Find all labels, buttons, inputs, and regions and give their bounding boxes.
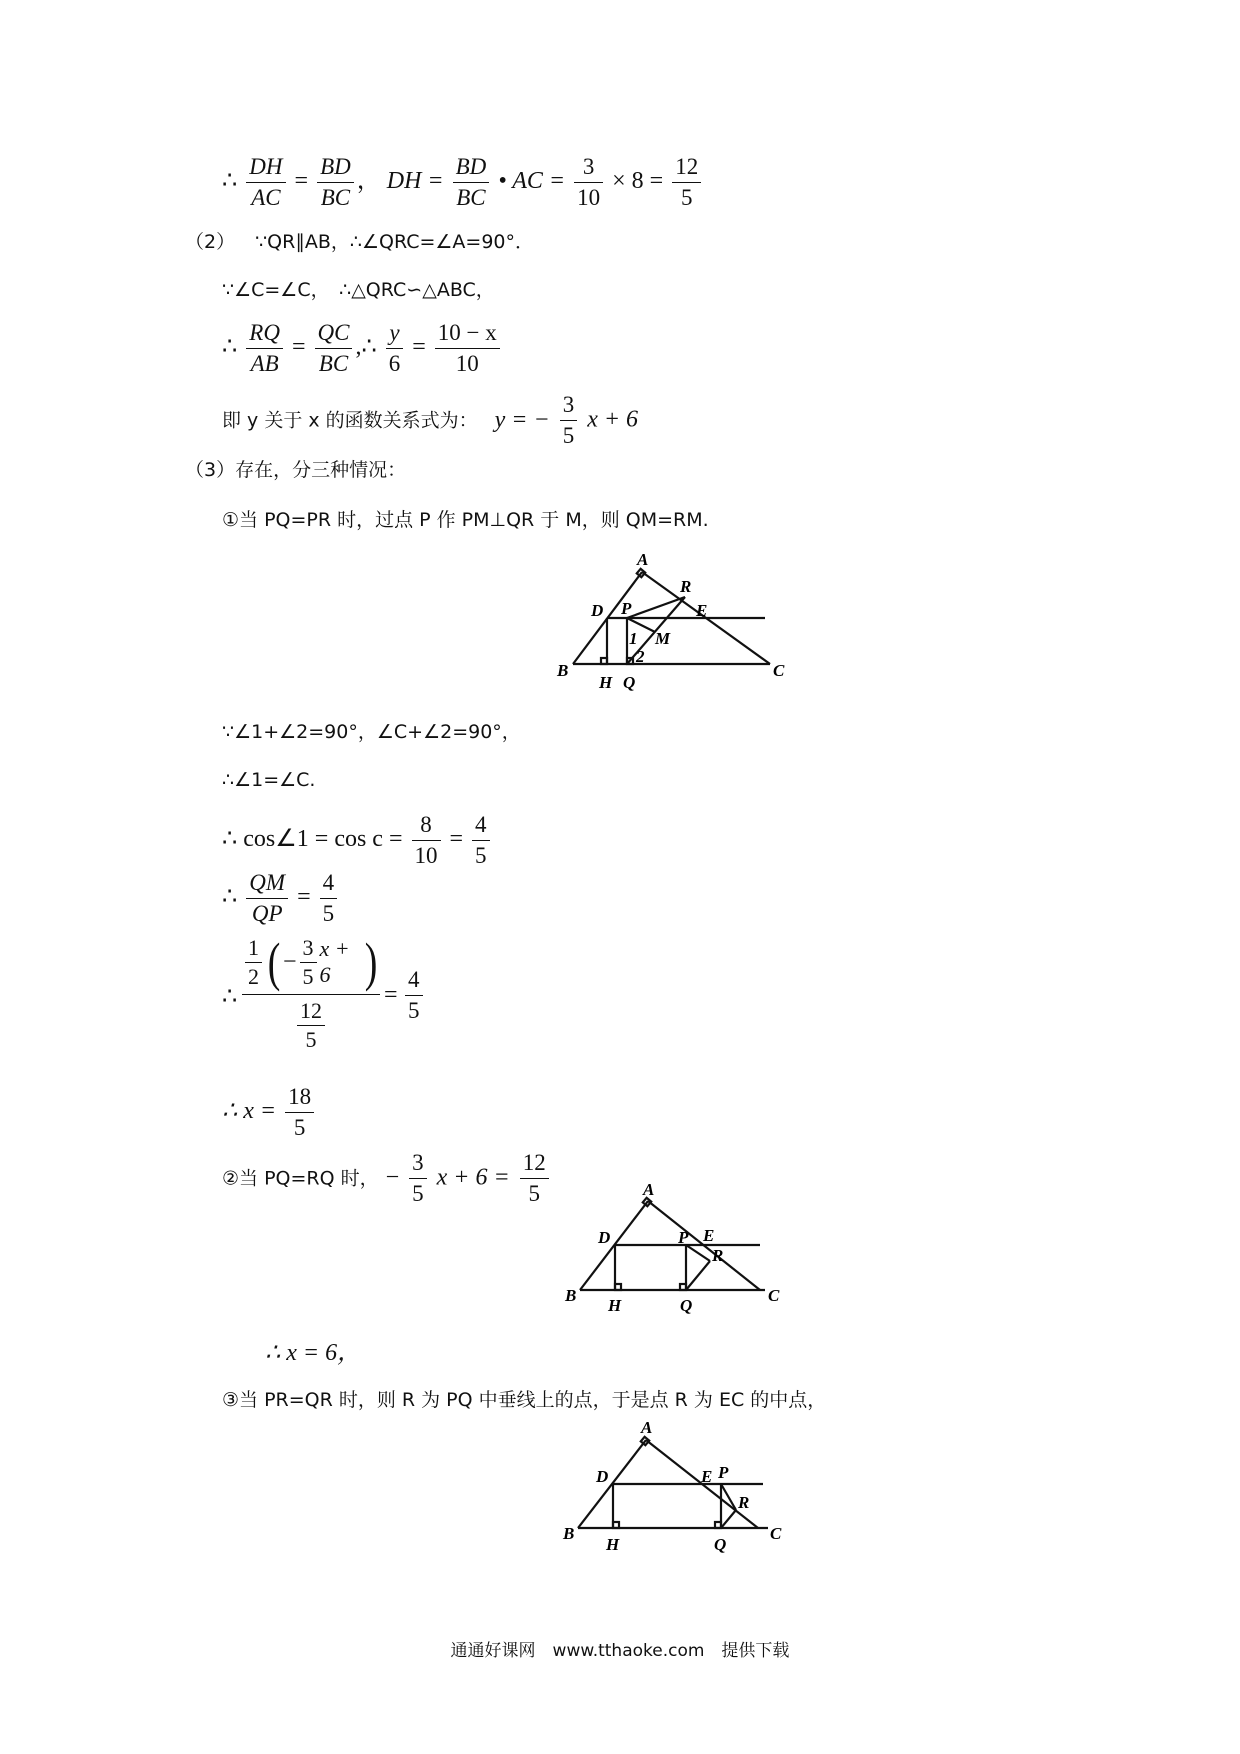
label-angle-2: 2 (636, 647, 645, 666)
x-plus-6: x + 6 (319, 936, 350, 987)
fraction-12-5 (672, 152, 701, 213)
case2-statement (222, 1148, 552, 1209)
den: 10 (455, 351, 479, 376)
fraction-4-5-c (405, 965, 423, 1026)
num: 3 (574, 152, 603, 183)
fraction-qm-qp (246, 868, 288, 929)
label-p: P (621, 599, 632, 618)
fraction-10mx-10 (435, 318, 500, 379)
num: 12 (297, 997, 325, 1026)
function-rhs: x + 6 (587, 406, 639, 433)
part3-heading: （3）存在，分三种情况： (185, 459, 407, 481)
label-a: A (637, 552, 649, 569)
num: 3 (409, 1148, 427, 1179)
den: 5 (475, 843, 487, 868)
den: BC (456, 185, 486, 210)
dh-equation: ∴ $\frac{DH}{AC}$ = $\frac{BD}{BC}$ ， DH = $\frac{BD}{BC}$ • AC = $\frac{3}{10}$ × 8 = $\frac{12}{5}$ (222, 152, 704, 213)
num: 12 (520, 1148, 549, 1179)
right-angle-h (615, 1284, 621, 1290)
therefore-symbol: ∴ (222, 984, 238, 1010)
fraction-4-5 (472, 810, 490, 871)
right-angle-h (601, 658, 607, 664)
part2-line1 (185, 228, 534, 256)
case1-x-result (222, 1082, 317, 1143)
case1-statement: ①当 PQ=PR 时，过点 P 作 PM⊥QR 于 M，则 QM=RM. (222, 509, 709, 531)
fraction-dh-ac (246, 152, 285, 213)
function-label: 即 y 关于 x 的函数关系式为： (222, 409, 478, 432)
part2-heading: （2） (185, 231, 236, 253)
num: 3 (560, 390, 578, 421)
fraction-y-6 (386, 318, 404, 379)
num: 4 (472, 810, 490, 841)
x-equals: ∴ x = (222, 1098, 277, 1125)
part2-line2: ∵∠C=∠C， ∴△QRC∽△ABC， (222, 279, 495, 301)
den: 5 (680, 185, 693, 210)
fraction-18-5 (285, 1082, 314, 1143)
den: BC (318, 351, 349, 376)
minus: − (282, 948, 297, 975)
label-d: D (591, 601, 604, 620)
fraction-4-5-b (320, 868, 338, 929)
den: 5 (562, 423, 575, 448)
fraction-12-5-den (297, 997, 325, 1054)
den: 5 (528, 1181, 540, 1206)
label-h: H (606, 1535, 620, 1553)
num: BD (317, 152, 354, 183)
right-angle-q (715, 1522, 721, 1528)
label-angle-1: 1 (629, 629, 638, 648)
den: 6 (388, 351, 401, 376)
ac-term: • AC = (498, 168, 566, 195)
num: QC (315, 318, 353, 349)
case2-result: ∴ x = 6， (265, 1340, 362, 1366)
fraction-1-2 (245, 934, 262, 991)
label-d: D (598, 1228, 611, 1247)
case2-text: ②当 PQ=RQ 时， (222, 1167, 379, 1190)
num: 8 (412, 810, 441, 841)
times-8: × 8 = (612, 168, 664, 195)
label-h: H (599, 673, 613, 692)
part2-ratio-equation: ∴ $\frac{RQ}{AB}$ = $\frac{QC}{BC}$ ,∴ $\frac{y}{6}$ = $\frac{10 - x}{10}$ (222, 318, 503, 379)
den: 5 (293, 1115, 306, 1140)
den: QP (251, 901, 283, 926)
label-e: E (696, 601, 708, 620)
den: AB (250, 351, 279, 376)
case1-qm-qp: ∴ $\frac{QM}{QP}$ = $\frac{4}{5}$ (222, 868, 340, 929)
num: 1 (245, 934, 262, 963)
label-e: E (701, 1467, 713, 1486)
label-p: P (678, 1228, 689, 1247)
den: BC (320, 185, 351, 210)
label-q: Q (623, 673, 636, 692)
fraction-3-5 (560, 390, 578, 451)
fraction-12-5-case2 (520, 1148, 549, 1209)
case1-angles: ∵∠1+∠2=90°，∠C+∠2=90°， (222, 721, 521, 743)
function-lhs: y = − (494, 406, 550, 433)
figure-case3 (558, 1418, 788, 1553)
case1-cos: ∴ cos∠1 = cos c = $\frac{8}{10}$ = $\frac{4}{5}$ (222, 810, 493, 871)
label-h: H (608, 1296, 622, 1315)
label-c: C (768, 1286, 780, 1305)
den: 5 (302, 963, 314, 989)
case1-angle-equal: ∴∠1=∠C. (222, 769, 316, 791)
num: 10 − x (435, 318, 500, 349)
label-p: P (718, 1463, 729, 1482)
label-r: R (738, 1493, 750, 1512)
den: AC (251, 185, 281, 210)
label-e: E (703, 1226, 715, 1245)
fraction-qc-bc (315, 318, 353, 379)
dh-label: DH = (386, 168, 444, 195)
label-b: B (557, 661, 569, 680)
label-b: B (565, 1286, 577, 1305)
minus: − (385, 1164, 400, 1191)
label-m: M (655, 629, 671, 648)
num: 3 (300, 934, 317, 963)
label-r: R (680, 577, 692, 596)
label-r: R (712, 1246, 724, 1265)
line-qr (686, 1261, 710, 1290)
den: 10 (577, 185, 601, 210)
label-q: Q (680, 1296, 693, 1315)
figure-case2 (560, 1183, 790, 1318)
fraction-3-10 (574, 152, 603, 213)
function-relation (222, 390, 638, 451)
therefore-symbol: ∴ (222, 168, 238, 195)
label-a: A (643, 1183, 655, 1199)
x-plus-6: x + 6 = (436, 1164, 510, 1191)
num: BD (453, 152, 490, 183)
num: 12 (672, 152, 701, 183)
fraction-3-5-case2 (409, 1148, 427, 1209)
den: 2 (248, 963, 259, 989)
fraction-bd-bc-2 (453, 152, 490, 213)
fraction-8-10 (412, 810, 441, 871)
label-c: C (770, 1524, 782, 1543)
fraction-rq-ab (246, 318, 283, 379)
num: 4 (320, 868, 338, 899)
case3-statement: ③当 PR=QR 时，则 R 为 PQ 中垂线上的点，于是点 R 为 EC 的中点， (222, 1389, 827, 1411)
label-b: B (563, 1524, 575, 1543)
label-a: A (641, 1418, 653, 1437)
num: RQ (246, 318, 283, 349)
num: QM (246, 868, 288, 899)
den: 5 (322, 901, 335, 926)
num: y (386, 318, 404, 349)
right-angle-h (613, 1522, 619, 1528)
den: 5 (305, 1027, 317, 1052)
line-qr (721, 1510, 736, 1528)
label-q: Q (714, 1535, 727, 1553)
right-angle-q (680, 1284, 686, 1290)
num: 18 (285, 1082, 314, 1113)
den: 5 (408, 998, 420, 1023)
label-c: C (773, 661, 785, 680)
figure-case1 (555, 552, 795, 692)
compound-fraction: $\frac{1}{2}$ ( − $\frac{3}{5}$ x + 6 ) $\frac{12}{5}$ (242, 930, 380, 1054)
fraction-bd-bc (317, 152, 354, 213)
label-d: D (596, 1467, 609, 1486)
den: 5 (412, 1181, 424, 1206)
den: 10 (414, 843, 438, 868)
num: DH (246, 152, 285, 183)
footer-credit: 通通好课网 www.tthaoke.com 提供下载 (450, 1641, 790, 1661)
fraction-3-5-inner (300, 934, 317, 991)
num: 4 (405, 965, 423, 996)
cos-expression: ∴ cos∠1 = cos c = (222, 826, 403, 853)
part2-statement: ∵QR∥AB，∴∠QRC=∠A=90°． (255, 231, 535, 253)
